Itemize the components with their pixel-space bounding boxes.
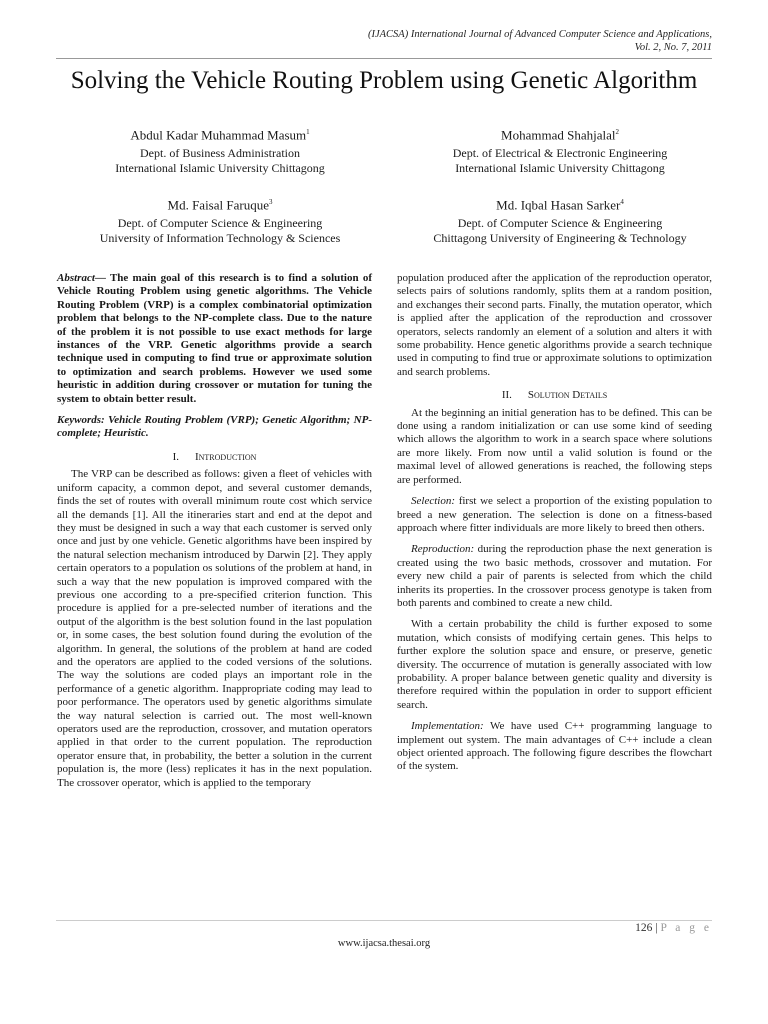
mutation-paragraph: With a certain probability the child is further exposed to some mutation, which consists of modifying certain genes. This helps to further explore the solution space and ensure, or preserve, genetic diversity. The occurrence of mutation is generally associated with low probability. A proper balance between genetic quality and diversity is therefore required within the population in order to support efficient search. xyxy=(397,618,712,711)
introduction-text: The VRP can be described as follows: given a fleet of vehicles with uniform capacity, a common depot, and several customer demands, finds the set of routes with overall minimum route cost which service all the demands [1]. All the itineraries start and end at the depot and they must be designed in such a way that each customer is served only once and just by one vehicle. Genetic algorithms have been inspired by the natural selection mechanism introduced by Darwin [2]. They apply certain operators to a population os solutions of the problem at hand, in such a way that the new population is improved compared with the previous one according to a pre-specified criterion function. This procedure is applied for a pre-selected number of iterations and the output of the algorithm is the best solution found in the last population or, in some cases, the best solution found during the evolution of the algorithm. In general, the solutions of the problem at hand are coded and the operators are applied to the coded versions of the solutions. The way the solutions are coded plays an important role in the performance of a genetic algorithm. Inappropriate coding may lead to poor performance. The operators used by genetic algorithms simulate the way natural selection is carried out. The most well-known operators used are the reproduction, crossover, and mutation operators applied in that order to the current population. The reproduction operator ensure that, in probability, the better a solution in the current population is, the more (less) replicates it has in the next population. The crossover operator, which is applied to the temporary xyxy=(57,468,372,789)
implementation-paragraph: Implementation: We have used C++ programming language to implement out system. The main advantages of C++ include a clean object oriented approach. The following figure describes the flowchart of the system. xyxy=(397,720,712,773)
selection-paragraph: Selection: first we select a proportion of the existing population to breed a new generation. The selection is done on a fitness-based approach where fitter individuals are more likely to breed then others. xyxy=(397,495,712,534)
left-column xyxy=(57,272,372,790)
author-dept: Dept. of Computer Science & Engineering xyxy=(457,216,663,231)
author-name: Abdul Kadar Muhammad Masum$^1$ xyxy=(130,127,310,143)
journal-name: (IJACSA) International Journal of Advanced Computer Science and Applications, xyxy=(367,29,712,40)
page-number: 126 | P a g e xyxy=(635,922,712,934)
author-university: International Islamic University Chittagong xyxy=(115,161,325,176)
keywords: Keywords: Vehicle Routing Problem (VRP); Genetic Algorithm; NP-complete; Heuristic. xyxy=(57,414,372,440)
author-block-4 xyxy=(390,194,730,246)
paper-title: Solving the Vehicle Routing Problem using Genetic Algorithm xyxy=(70,67,698,94)
section-heading-solution-details: II. Solution Details xyxy=(501,389,608,402)
author-dept: Dept. of Electrical & Electronic Engineering xyxy=(452,146,668,161)
journal-header xyxy=(368,28,712,54)
header-divider xyxy=(56,58,712,59)
author-block-2 xyxy=(390,124,730,176)
introduction-continued: population produced after the application of the reproduction operator, selects pairs of solutions randomly, splits them at a random position, and exchanges their second parts. Finally, the mutation operator, which is applied after the application of the reproduction and crossover operators, selects randomly an element of a solution and alters it with some probability. Hence genetic algorithms provide a search technique used in computing to find true or approximate solutions to optimization and search problems. xyxy=(397,272,712,378)
author-university: International Islamic University Chittagong xyxy=(455,161,665,176)
footer-divider xyxy=(56,920,712,921)
author-dept: Dept. of Business Administration xyxy=(140,146,300,161)
author-dept: Dept. of Computer Science & Engineering xyxy=(117,216,323,231)
journal-volume: Vol. 2, No. 7, 2011 xyxy=(634,42,712,53)
author-name: Mohammad Shahjalal$^2$ xyxy=(501,127,619,143)
journal-website-link[interactable]: www.ijacsa.thesai.org xyxy=(337,938,431,949)
author-name: Md. Iqbal Hasan Sarker$^4$ xyxy=(496,197,624,213)
abstract: Abstract— The main goal of this research is to find a solution of Vehicle Routing Problem using genetic algorithms. The Vehicle Routing Problem (VRP) is a complex combinatorial optimization problem that belongs to the NP-complete class. Due to the nature of the problem it is not possible to use exact methods for large instances of the VRP. Genetic algorithms provide a search technique used in computing to find true or approximate solution to optimization and search problems. However we used some heuristic in addition during crossover or mutation for tuning the system to obtain better result. xyxy=(57,272,372,405)
author-university: Chittagong University of Engineering & Technology xyxy=(433,231,687,246)
author-block-3 xyxy=(50,194,390,246)
section-heading-introduction: I. Introduction xyxy=(172,450,257,463)
author-university: University of Information Technology & Sciences xyxy=(99,231,341,246)
reproduction-paragraph: Reproduction: during the reproduction phase the next generation is created using the two basic methods, crossover and mutation. For every new child a pair of parents is selected from which the child inherits its properties. In the crossover process genotype is taken from both parents and combined to create a new child. xyxy=(397,543,712,609)
right-column xyxy=(397,272,712,774)
solution-intro-paragraph: At the beginning an initial generation has to be defined. This can be done using a random initialization or can use some kind of seeding which allows the algorithm to work in a search space where solutions are more likely. From now until a valid solution is found or the maximal level of allowed generations is reached, the following steps are performed. xyxy=(397,406,712,486)
author-name: Md. Faisal Faruque$^3$ xyxy=(167,197,273,213)
author-block-1 xyxy=(50,124,390,176)
